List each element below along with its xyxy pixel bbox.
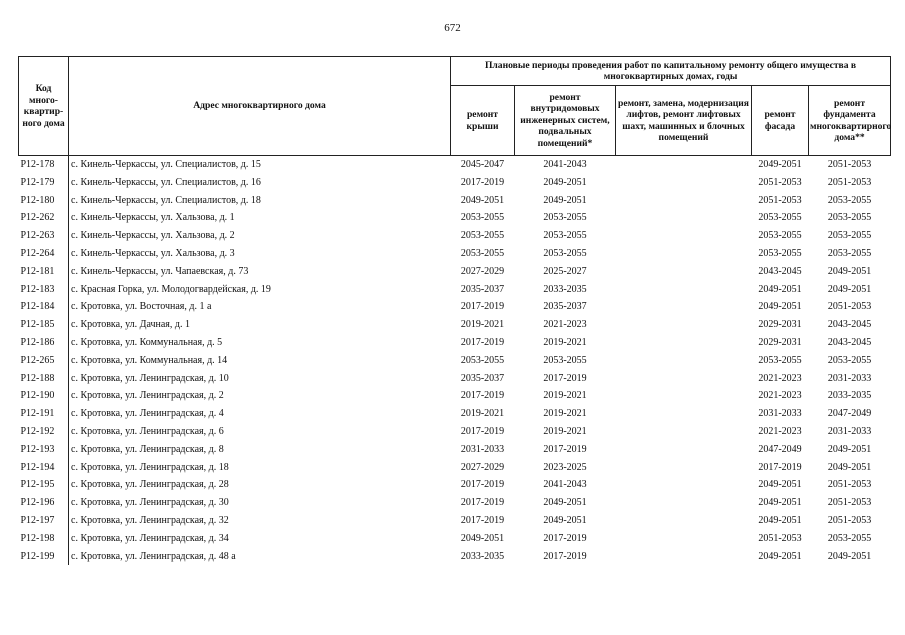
cell-roof: 2053-2055 — [460, 212, 505, 224]
table-row — [19, 316, 891, 334]
cell-code: P12-262 — [20, 212, 55, 224]
cell-elevators — [616, 441, 752, 459]
cell-facade: 2029-2031 — [758, 336, 802, 348]
table-row — [19, 352, 891, 370]
cell-address: с. Кинель-Черкассы, ул. Хальзова, д. 1 — [69, 209, 451, 227]
cell-elevators — [616, 512, 752, 530]
cell-address: с. Кротовка, ул. Ленинградская, д. 18 — [69, 459, 451, 477]
cell-facade: 2049-2051 — [758, 479, 802, 491]
cell-foundation: 2051-2053 — [827, 176, 872, 188]
table-row — [19, 227, 891, 245]
cell-code: P12-193 — [20, 443, 55, 455]
cell-elevators — [616, 494, 752, 512]
cell-elevators — [616, 423, 752, 441]
cell-facade: 2049-2051 — [758, 514, 802, 526]
table-row — [19, 405, 891, 423]
cell-roof: 2019-2021 — [460, 319, 505, 331]
cell-roof: 2017-2019 — [460, 176, 505, 188]
cell-code: P12-198 — [20, 532, 55, 544]
cell-engineering: 2035-2037 — [543, 301, 587, 313]
cell-facade: 2053-2055 — [758, 247, 802, 259]
table-row — [19, 530, 891, 548]
cell-elevators — [616, 370, 752, 388]
header-facade: ремонт фасада — [752, 86, 809, 156]
cell-code: P12-192 — [20, 425, 55, 437]
cell-facade: 2053-2055 — [758, 230, 802, 242]
cell-foundation: 2053-2055 — [827, 230, 872, 242]
cell-foundation: 2051-2053 — [827, 497, 872, 509]
cell-elevators — [616, 227, 752, 245]
cell-roof: 2031-2033 — [460, 443, 505, 455]
cell-address: с. Кротовка, ул. Ленинградская, д. 8 — [69, 441, 451, 459]
cell-engineering: 2041-2043 — [543, 479, 587, 491]
cell-elevators — [616, 387, 752, 405]
cell-foundation: 2053-2055 — [827, 212, 872, 224]
cell-foundation: 2053-2055 — [827, 247, 872, 259]
cell-foundation: 2051-2053 — [827, 514, 872, 526]
cell-address: с. Кротовка, ул. Ленинградская, д. 34 — [69, 530, 451, 548]
cell-code: P12-194 — [20, 461, 55, 473]
cell-foundation: 2031-2033 — [827, 425, 872, 437]
cell-foundation: 2053-2055 — [827, 532, 872, 544]
header-roof: ремонт крыши — [451, 86, 515, 156]
cell-elevators — [616, 156, 752, 174]
cell-roof: 2045-2047 — [460, 159, 505, 170]
cell-address: с. Кротовка, ул. Ленинградская, д. 28 — [69, 476, 451, 494]
cell-engineering: 2017-2019 — [543, 372, 587, 384]
cell-foundation: 2049-2051 — [827, 461, 872, 473]
cell-roof: 2033-2035 — [460, 550, 505, 562]
cell-code: P12-178 — [20, 159, 55, 170]
cell-engineering: 2017-2019 — [543, 550, 587, 562]
cell-roof: 2017-2019 — [460, 425, 505, 437]
cell-foundation: 2049-2051 — [827, 443, 872, 455]
cell-code: P12-265 — [20, 354, 55, 366]
cell-engineering: 2049-2051 — [543, 194, 587, 206]
cell-roof: 2017-2019 — [460, 336, 505, 348]
cell-code: P12-188 — [20, 372, 55, 384]
cell-engineering: 2053-2055 — [543, 354, 587, 366]
cell-engineering: 2033-2035 — [543, 283, 587, 295]
cell-code: P12-191 — [20, 408, 55, 420]
cell-address: с. Кинель-Черкассы, ул. Специалистов, д. 15 — [69, 156, 451, 174]
cell-address: с. Кротовка, ул. Дачная, д. 1 — [69, 316, 451, 334]
cell-roof: 2027-2029 — [460, 265, 505, 277]
cell-elevators — [616, 174, 752, 192]
cell-roof: 2017-2019 — [460, 301, 505, 313]
cell-elevators — [616, 209, 752, 227]
cell-facade: 2017-2019 — [758, 461, 802, 473]
cell-code: P12-195 — [20, 479, 55, 491]
cell-address: с. Кинель-Черкассы, ул. Специалистов, д. 18 — [69, 192, 451, 210]
header-elevators: ремонт, замена, модернизация лифтов, ремонт лифтовых шахт, машинных и блочных помещений — [616, 86, 752, 156]
cell-engineering: 2041-2043 — [543, 159, 587, 170]
cell-code: P12-199 — [20, 550, 55, 562]
cell-foundation: 2031-2033 — [827, 372, 872, 384]
cell-address: с. Кротовка, ул. Ленинградская, д. 4 — [69, 405, 451, 423]
cell-engineering: 2017-2019 — [543, 532, 587, 544]
header-address: Адрес многоквартирного дома — [69, 57, 451, 156]
cell-elevators — [616, 548, 752, 566]
cell-code: P12-180 — [20, 194, 55, 206]
cell-elevators — [616, 476, 752, 494]
header-foundation: ремонт фундамента многоквартирного дома** — [809, 86, 891, 156]
cell-address: с. Кинель-Черкассы, ул. Специалистов, д. 16 — [69, 174, 451, 192]
header-code: Код много-квартир-ного дома — [19, 57, 69, 156]
cell-engineering: 2019-2021 — [543, 336, 587, 348]
table-row — [19, 441, 891, 459]
cell-facade: 2021-2023 — [758, 390, 802, 402]
cell-code: P12-190 — [20, 390, 55, 402]
cell-engineering: 2053-2055 — [543, 247, 587, 259]
cell-address: с. Кротовка, ул. Ленинградская, д. 6 — [69, 423, 451, 441]
cell-facade: 2047-2049 — [758, 443, 802, 455]
table-row — [19, 298, 891, 316]
cell-roof: 2053-2055 — [460, 354, 505, 366]
cell-facade: 2049-2051 — [758, 497, 802, 509]
cell-foundation: 2049-2051 — [827, 265, 872, 277]
cell-foundation: 2051-2053 — [827, 159, 872, 170]
cell-engineering: 2049-2051 — [543, 176, 587, 188]
cell-engineering: 2019-2021 — [543, 408, 587, 420]
cell-elevators — [616, 459, 752, 477]
cell-elevators — [616, 263, 752, 281]
table-row — [19, 245, 891, 263]
cell-code: P12-263 — [20, 230, 55, 242]
cell-facade: 2021-2023 — [758, 425, 802, 437]
cell-address: с. Кинель-Черкассы, ул. Хальзова, д. 3 — [69, 245, 451, 263]
cell-facade: 2053-2055 — [758, 212, 802, 224]
cell-foundation: 2033-2035 — [827, 390, 872, 402]
cell-address: с. Кротовка, ул. Ленинградская, д. 10 — [69, 370, 451, 388]
table-row — [19, 334, 891, 352]
cell-address: с. Кротовка, ул. Ленинградская, д. 2 — [69, 387, 451, 405]
cell-facade: 2053-2055 — [758, 354, 802, 366]
table-row — [19, 387, 891, 405]
cell-foundation: 2043-2045 — [827, 336, 872, 348]
table-row — [19, 548, 891, 566]
cell-roof: 2017-2019 — [460, 479, 505, 491]
table-row — [19, 156, 891, 174]
cell-facade: 2049-2051 — [758, 301, 802, 313]
cell-elevators — [616, 245, 752, 263]
page-number: 672 — [444, 22, 461, 34]
cell-roof: 2049-2051 — [460, 532, 505, 544]
table-row — [19, 370, 891, 388]
cell-roof: 2019-2021 — [460, 408, 505, 420]
cell-engineering: 2017-2019 — [543, 443, 587, 455]
table-row — [19, 476, 891, 494]
cell-facade: 2051-2053 — [758, 194, 802, 206]
cell-code: P12-196 — [20, 497, 55, 509]
cell-foundation: 2053-2055 — [827, 354, 872, 366]
table-row — [19, 174, 891, 192]
cell-roof: 2035-2037 — [460, 283, 505, 295]
cell-code: P12-185 — [20, 319, 55, 331]
cell-engineering: 2053-2055 — [543, 212, 587, 224]
cell-elevators — [616, 316, 752, 334]
cell-facade: 2029-2031 — [758, 319, 802, 331]
cell-roof: 2017-2019 — [460, 497, 505, 509]
cell-elevators — [616, 405, 752, 423]
cell-facade: 2021-2023 — [758, 372, 802, 384]
cell-elevators — [616, 352, 752, 370]
cell-roof: 2053-2055 — [460, 247, 505, 259]
cell-address: с. Кротовка, ул. Восточная, д. 1 а — [69, 298, 451, 316]
cell-foundation: 2053-2055 — [827, 194, 872, 206]
cell-address: с. Кротовка, ул. Коммунальная, д. 14 — [69, 352, 451, 370]
cell-address: с. Кротовка, ул. Ленинградская, д. 32 — [69, 512, 451, 530]
cell-code: P12-181 — [20, 265, 55, 277]
cell-engineering: 2019-2021 — [543, 390, 587, 402]
cell-facade: 2049-2051 — [758, 159, 802, 170]
cell-engineering: 2019-2021 — [543, 425, 587, 437]
cell-code: P12-197 — [20, 514, 55, 526]
table-body — [19, 156, 891, 566]
cell-code: P12-184 — [20, 301, 55, 313]
cell-address: с. Кинель-Черкассы, ул. Хальзова, д. 2 — [69, 227, 451, 245]
cell-facade: 2043-2045 — [758, 265, 802, 277]
table-row — [19, 494, 891, 512]
cell-foundation: 2051-2053 — [827, 301, 872, 313]
cell-code: P12-264 — [20, 247, 55, 259]
table-row — [19, 281, 891, 299]
cell-facade: 2049-2051 — [758, 283, 802, 295]
cell-foundation: 2051-2053 — [827, 479, 872, 491]
cell-foundation: 2049-2051 — [827, 283, 872, 295]
cell-engineering: 2049-2051 — [543, 514, 587, 526]
cell-elevators — [616, 334, 752, 352]
cell-elevators — [616, 298, 752, 316]
table-row — [19, 192, 891, 210]
cell-address: с. Красная Горка, ул. Молодогвардейская, д. 19 — [69, 281, 451, 299]
cell-roof: 2049-2051 — [460, 194, 505, 206]
cell-engineering: 2049-2051 — [543, 497, 587, 509]
cell-facade: 2051-2053 — [758, 176, 802, 188]
table-row — [19, 512, 891, 530]
cell-facade: 2031-2033 — [758, 408, 802, 420]
table-row — [19, 263, 891, 281]
cell-foundation: 2047-2049 — [827, 408, 872, 420]
cell-foundation: 2043-2045 — [827, 319, 872, 331]
cell-engineering: 2023-2025 — [543, 461, 587, 473]
cell-roof: 2035-2037 — [460, 372, 505, 384]
cell-facade: 2051-2053 — [758, 532, 802, 544]
cell-address: с. Кротовка, ул. Коммунальная, д. 5 — [69, 334, 451, 352]
header-periods-title: Плановые периоды проведения работ по капитальному ремонту общего имущества в многоквартирных домах, годы — [451, 57, 891, 86]
cell-code: P12-186 — [20, 336, 55, 348]
table-row — [19, 209, 891, 227]
cell-engineering: 2021-2023 — [543, 319, 587, 331]
cell-facade: 2049-2051 — [758, 550, 802, 562]
cell-address: с. Кинель-Черкассы, ул. Чапаевская, д. 73 — [69, 263, 451, 281]
cell-roof: 2027-2029 — [460, 461, 505, 473]
cell-roof: 2017-2019 — [460, 390, 505, 402]
cell-address: с. Кротовка, ул. Ленинградская, д. 48 а — [69, 548, 451, 566]
capital-repair-table — [18, 56, 891, 565]
table-row — [19, 459, 891, 477]
cell-code: P12-183 — [20, 283, 55, 295]
cell-engineering: 2053-2055 — [543, 230, 587, 242]
cell-elevators — [616, 530, 752, 548]
header-engineering: ремонт внутридомовых инженерных систем, подвальных помещений* — [515, 86, 616, 156]
cell-roof: 2053-2055 — [460, 230, 505, 242]
table-row — [19, 423, 891, 441]
cell-elevators — [616, 192, 752, 210]
cell-address: с. Кротовка, ул. Ленинградская, д. 30 — [69, 494, 451, 512]
cell-elevators — [616, 281, 752, 299]
cell-foundation: 2049-2051 — [827, 550, 872, 562]
cell-roof: 2017-2019 — [460, 514, 505, 526]
cell-engineering: 2025-2027 — [543, 265, 587, 277]
cell-code: P12-179 — [20, 176, 55, 188]
